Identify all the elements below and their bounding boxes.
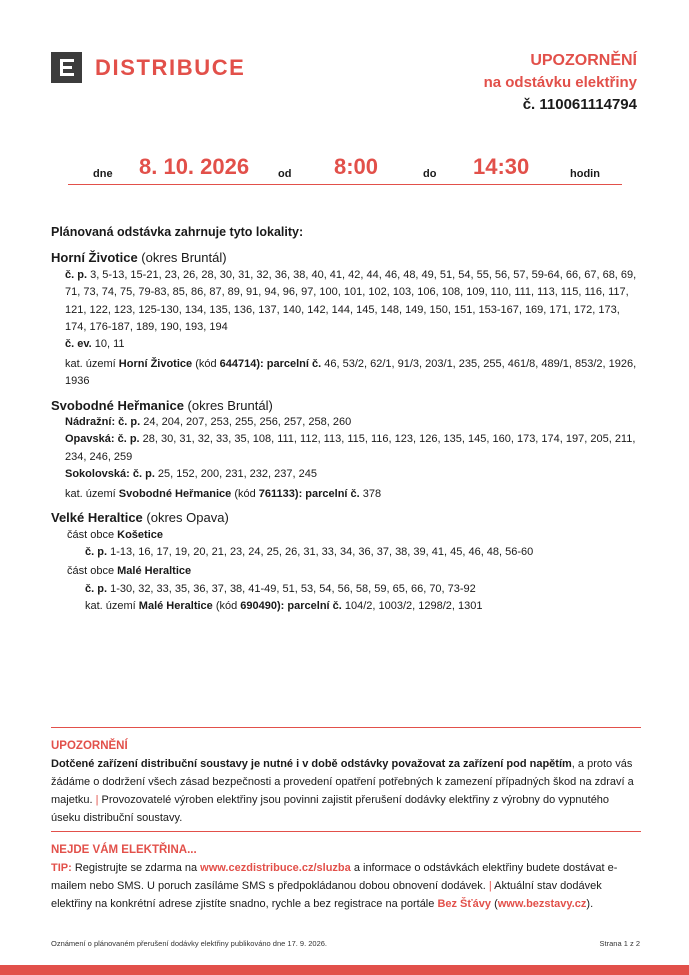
schedule-row	[68, 154, 622, 186]
no-power-text	[51, 859, 641, 913]
kat-code: 644714	[219, 357, 257, 370]
kat-code: 761133	[258, 487, 295, 500]
kat-code: 690490	[240, 600, 278, 613]
part-name: Malé Heraltice	[117, 565, 192, 578]
cp-values: 28, 30, 31, 32, 33, 35, 108, 111, 112, 113, 115, 116, 123, 126, 135, 145, 160, 173, 174, 197, 205, 211, 234, 246, 259	[65, 433, 636, 463]
municipal-part	[51, 527, 641, 544]
location-title	[51, 509, 641, 526]
no-power-title: NEJDE VÁM ELEKTŘINA...	[51, 844, 197, 856]
parcel-label: parcelní č.	[266, 357, 322, 370]
part-prefix: část obce	[67, 528, 118, 541]
separator: |	[95, 794, 99, 806]
cp-label: č. p.	[115, 416, 141, 429]
publication-note: Oznámení o plánovaném přerušení dodávky elektřiny publikováno dne 17. 9. 2026.	[51, 939, 328, 948]
cp-values: 3, 5-13, 15-21, 23, 26, 28, 30, 31, 32, 36, 38, 40, 41, 42, 44, 46, 48, 49, 51, 54, 55, 56, 57, 59-64, 66, 67, 68, 69, 71, 73, 74, 75, 79-83, 85, 86, 87, 89, 91, 94, 96, 97, 100, 101, 102, 103, 106, 108, 109, 110, 111, 113, 115, 116, 117, 121, 122, 123, 125-130, 134, 135, 136, 137, 140, 142, 144, 145, 148, 149, 150, 151, 153-167, 169, 171, 172, 173, 174, 176-187, 189, 190, 193, 194	[65, 268, 637, 334]
cp-values: 25, 152, 200, 231, 232, 237, 245	[154, 468, 317, 481]
street-name: Sokolovská:	[65, 468, 130, 481]
warning-title: UPOZORNĚNÍ	[51, 740, 128, 752]
street-name: Opavská:	[65, 433, 115, 446]
street-entry	[65, 466, 641, 483]
kat-code-prefix: (kód	[192, 357, 220, 370]
cp-label: č. p.	[65, 268, 88, 281]
cp-label: č. p.	[85, 582, 108, 595]
street-name: Nádražní:	[65, 416, 116, 429]
tip-text-3: Aktuální stav dodávek elektřiny na konkrétní adrese zjistíte snadno, rychle a bez registrace na portále	[51, 880, 602, 910]
street-entry	[65, 414, 641, 431]
tip-text-4: (	[491, 898, 498, 910]
cadastral-info	[51, 486, 641, 503]
notice-subtitle: na odstávku elektřiny	[483, 74, 637, 91]
parcel-values: 378	[359, 487, 382, 500]
divider	[68, 184, 622, 185]
day-label: dne	[93, 168, 113, 180]
notice-number: č. 110061114794	[522, 96, 637, 113]
to-label: do	[423, 168, 437, 180]
location-title	[51, 397, 641, 414]
parcel-label: parcelní č.	[305, 487, 360, 500]
cadastral-info	[51, 598, 641, 615]
from-time: 8:00	[334, 154, 379, 179]
location-name: Svobodné Heřmanice	[51, 397, 184, 413]
ce-label: č. ev.	[65, 338, 92, 351]
no-power-section	[51, 841, 641, 913]
location-district: (okres Bruntál)	[137, 250, 227, 266]
kat-name: Horní Životice	[118, 357, 193, 370]
parcel-label: parcelní č.	[287, 600, 342, 613]
part-prefix: část obce	[67, 565, 118, 578]
cp-label: č. p.	[85, 545, 108, 558]
warning-section	[51, 737, 641, 827]
hours-label: hodin	[570, 168, 600, 180]
tip-text-1: Registrujte se zdarma na	[71, 862, 201, 874]
location-name: Velké Heraltice	[51, 510, 143, 526]
divider	[51, 727, 641, 728]
kat-code-suffix: ):	[294, 487, 306, 500]
divider	[51, 831, 641, 832]
kat-prefix: kat. území	[65, 357, 119, 370]
part-name: Košetice	[117, 528, 163, 541]
tip-text-5: ).	[586, 898, 594, 910]
kat-code-prefix: (kód	[212, 600, 241, 613]
location-name: Horní Životice	[51, 250, 138, 266]
house-numbers	[51, 581, 641, 598]
municipal-part	[51, 563, 641, 580]
warning-text-2: Provozovatelé výroben elektřiny jsou povinni zajistit přerušení dodávky elektřiny z výrobny do vypnutého úseku distribuční soustavy.	[51, 794, 610, 824]
cadastral-info	[51, 356, 641, 391]
parcel-values: 104/2, 1003/2, 1298/2, 1301	[341, 600, 483, 613]
kat-name: Svobodné Heřmanice	[118, 487, 232, 500]
kat-code-suffix: ):	[256, 357, 267, 370]
kat-code-prefix: (kód	[231, 487, 259, 500]
cp-label: č. p.	[114, 433, 140, 446]
location-title	[51, 249, 641, 266]
to-time: 14:30	[473, 154, 530, 179]
outage-date: 8. 10. 2026	[139, 154, 250, 179]
footer-bar	[0, 965, 689, 975]
tip-text-2: a informace o odstávkách elektřiny budete dostávat e-mailem nebo SMS. U poruch zasíláme SMS s předpokládanou dobou obnovení dodávek.	[51, 862, 618, 892]
street-entry	[65, 431, 641, 466]
street-list	[51, 414, 641, 484]
warning-text	[51, 755, 641, 827]
logo-mark-icon	[51, 52, 82, 83]
cp-values: 1-13, 16, 17, 19, 20, 21, 23, 24, 25, 26, 31, 33, 34, 36, 37, 38, 39, 41, 45, 46, 48, 56-60	[107, 545, 534, 558]
kat-code-suffix: ):	[277, 600, 288, 613]
house-numbers	[51, 267, 641, 337]
warning-bold-text: Dotčené zařízení distribuční soustavy je nutné i v době odstávky považovat za zařízení pod napětím	[51, 758, 572, 770]
evidence-numbers	[51, 336, 641, 353]
intro-text: Plánovaná odstávka zahrnuje tyto lokality:	[51, 225, 304, 239]
from-label: od	[278, 168, 292, 180]
ce-values: 10, 11	[91, 338, 125, 351]
portal-link[interactable]: www.bezstavy.cz	[497, 898, 587, 910]
logo-text: DISTRIBUCE	[95, 54, 246, 80]
cp-values: 24, 204, 207, 253, 255, 256, 257, 258, 260	[140, 416, 352, 429]
cp-values: 1-30, 32, 33, 35, 36, 37, 38, 41-49, 51, 53, 54, 56, 58, 59, 65, 66, 70, 73-92	[107, 582, 476, 595]
parcel-values: 46, 53/2, 62/1, 91/3, 203/1, 235, 255, 461/8, 489/1, 853/2, 1926, 1936	[65, 357, 637, 388]
kat-prefix: kat. území	[85, 600, 139, 613]
location-district: (okres Opava)	[142, 510, 229, 526]
house-numbers	[51, 544, 641, 561]
warning-text-1: , a proto vás žádáme o dodržení všech zásad bezpečnosti a provedení opatření potřebných k zamezení případných škod na zdraví a majetku.	[51, 758, 634, 806]
kat-name: Malé Heraltice	[138, 600, 213, 613]
notice-title: UPOZORNĚNÍ	[530, 52, 637, 69]
page-number: Strana 1 z 2	[599, 939, 640, 948]
cp-label: č. p.	[129, 468, 155, 481]
portal-name: Bez Šťávy	[437, 898, 492, 910]
company-logo	[51, 52, 245, 83]
notice-header	[484, 50, 637, 116]
kat-prefix: kat. území	[65, 487, 119, 500]
location-district: (okres Bruntál)	[183, 397, 273, 413]
tip-label: TIP:	[51, 862, 72, 874]
registration-link[interactable]: www.cezdistribuce.cz/sluzba	[200, 862, 351, 874]
locations-section	[51, 224, 641, 616]
separator: |	[488, 880, 492, 892]
